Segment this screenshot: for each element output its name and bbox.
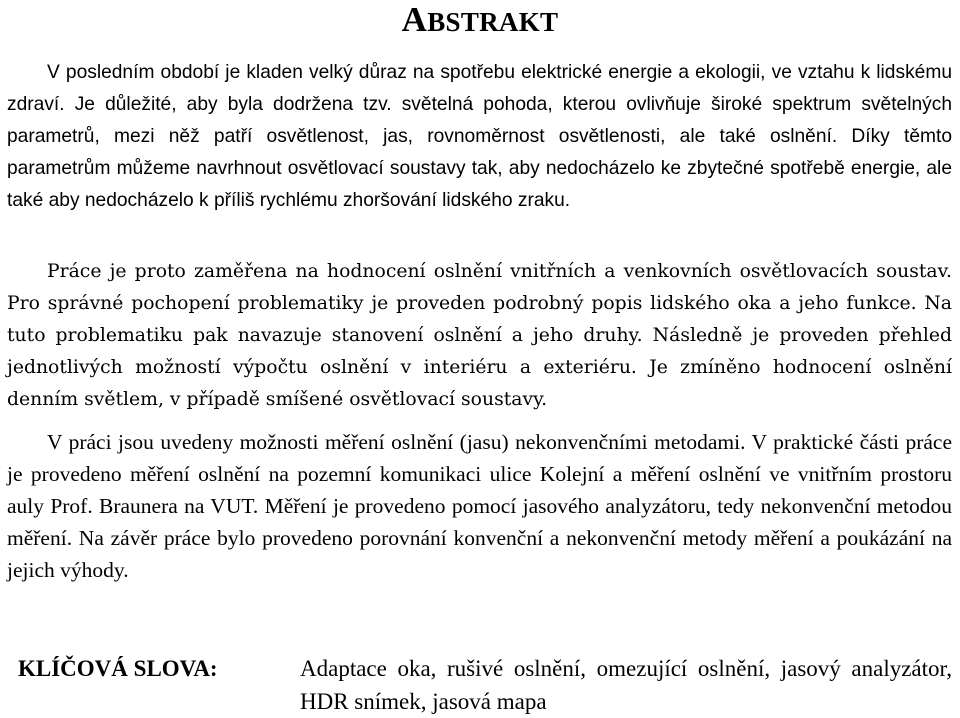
abstract-paragraph-3 [7, 426, 952, 586]
paragraph-text: Práce je proto zaměřena na hodnocení oslnění vnitřních a venkovních osvětlovacích soustav. Pro správné pochopení problematiky je proveden podrobný popis lidského oka a jeho funkce. Na tuto problematiku pak navazuje stanovení oslnění a jeho druhy. Následně je proveden přehled jednotlivých možností výpočtu oslnění v interiéru a exteriéru. Je zmíněno hodnocení oslnění denním světlem, v případě smíšené osvětlovací soustavy. [7, 261, 952, 410]
abstract-paragraph-2 [7, 256, 952, 416]
title-rest: BSTRAKT [427, 7, 559, 37]
title-initial: A [401, 0, 428, 39]
paragraph-text: V posledním období je kladen velký důraz na spotřebu elektrické energie a ekologii, ve vztahu k lidskému zdraví. Je důležité, aby byla dodržena tzv. světelná pohoda, kterou ovlivňuje široké spektrum světelných parametrů, mezi něž patří osvětlenost, jas, rovnoměrnost osvětlenosti, ale také oslnění. Díky těmto parametrům můžeme navrhnout osvětlovací soustavy tak, aby nedocházelo ke zbytečné spotřebě energie, ale také aby nedocházelo k příliš rychlému zhoršování lidského zraku. [7, 62, 952, 211]
paragraph-text: V práci jsou uvedeny možnosti měření oslnění (jasu) nekonvenčními metodami. V praktické části práce je provedeno měření oslnění na pozemní komunikaci ulice Kolejní a měření oslnění ve vnitřním prostoru auly Prof. Braunera na VUT. Měření je provedeno pomocí jasového analyzátoru, tedy nekonvenční metodou měření. Na závěr práce bylo provedeno porovnání konvenční a nekonvenční metody měření a poukázání na jejich výhody. [7, 430, 952, 582]
keywords-label: KLÍČOVÁ SLOVA: [18, 656, 218, 681]
page-title [0, 0, 960, 42]
keywords-text: Adaptace oka, rušivé oslnění, omezující oslnění, jasový analyzátor, HDR snímek, jasová mapa [300, 656, 952, 714]
abstract-paragraph-1 [7, 57, 952, 217]
